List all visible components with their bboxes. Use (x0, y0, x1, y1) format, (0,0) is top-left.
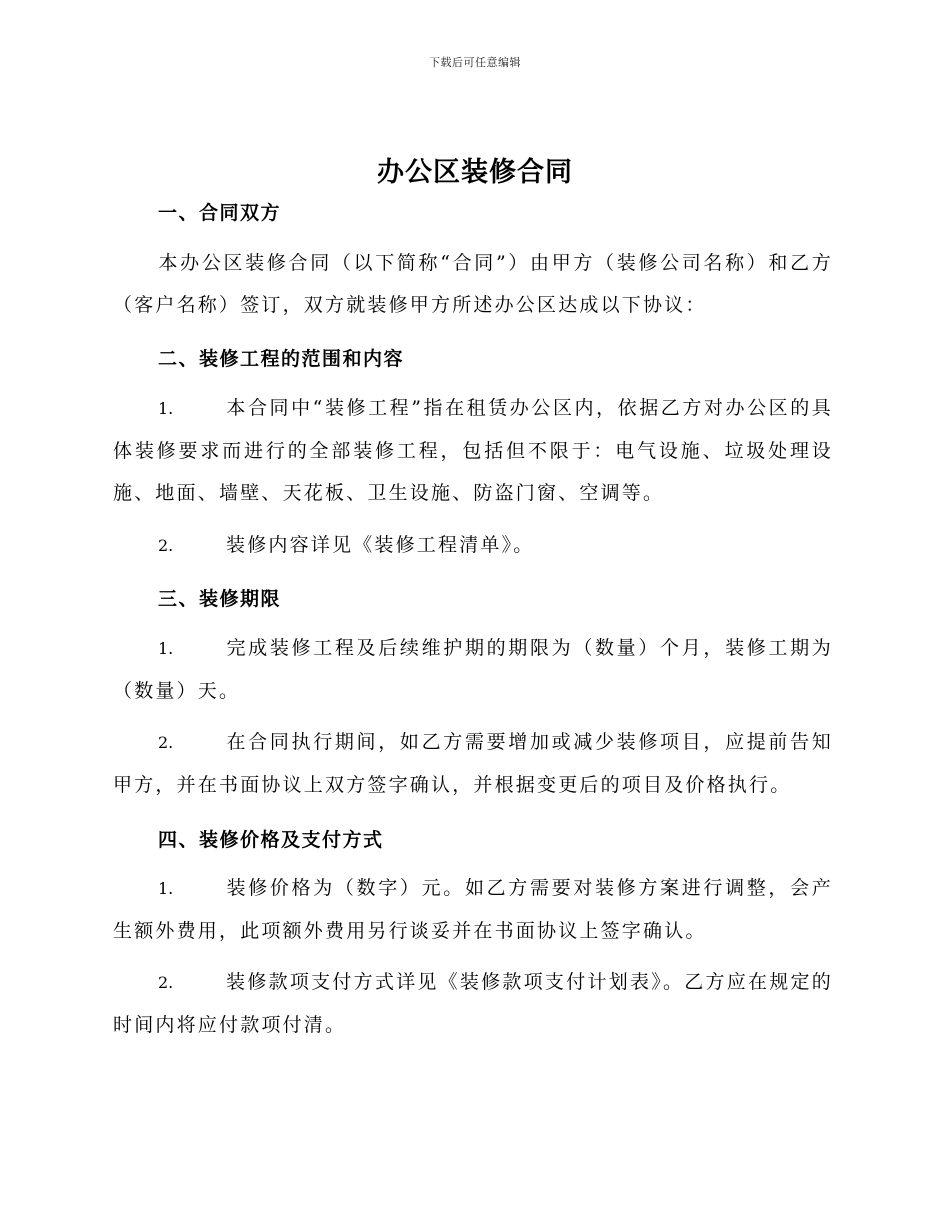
section-heading-parties: 一、合同双方 (158, 202, 282, 224)
section-heading-scope: 二、装修工程的范围和内容 (158, 348, 405, 370)
item-text: 装修款项支付方式详见《装修款项支付计划表》。乙方应在规定的时间内将应付款项付清。 (113, 971, 833, 1036)
item-text: 完成装修工程及后续维护期的期限为（数量）个月，装修工期为（数量）天。 (113, 637, 833, 702)
list-item (113, 524, 833, 567)
item-number: 1. (158, 639, 174, 658)
list-item (113, 721, 833, 806)
list-item (113, 961, 833, 1046)
section-heading-period: 三、装修期限 (158, 588, 282, 610)
item-number: 2. (158, 536, 174, 555)
item-number: 2. (158, 733, 174, 752)
list-item (113, 867, 833, 952)
item-text: 装修价格为（数字）元。如乙方需要对装修方案进行调整，会产生额外费用，此项额外费用另行谈妥并在书面协议上签字确认。 (113, 877, 833, 942)
section-heading-price: 四、装修价格及支付方式 (158, 829, 384, 851)
item-number: 1. (158, 399, 174, 418)
paragraph-text: 本办公区装修合同（以下简称“合同”）由甲方（装修公司名称）和乙方（客户名称）签订，双方就装修甲方所述办公区达成以下协议： (113, 252, 833, 316)
item-text: 在合同执行期间，如乙方需要增加或减少装修项目，应提前告知甲方，并在书面协议上双方签字确认，并根据变更后的项目及价格执行。 (113, 731, 833, 796)
item-text: 装修内容详见《装修工程清单》。 (226, 534, 535, 556)
section-paragraph-parties (113, 242, 833, 326)
item-text: 本合同中“装修工程”指在租赁办公区内，依据乙方对办公区的具体装修要求而进行的全部装修工程，包括但不限于：电气设施、垃圾处理设施、地面、墙壁、天花板、卫生设施、防盗门窗、空调等。 (113, 397, 833, 504)
item-number: 2. (158, 973, 174, 992)
item-number: 1. (158, 879, 174, 898)
header-note: 下载后可任意编辑 (429, 56, 521, 69)
list-item (113, 627, 833, 712)
document-title: 办公区装修合同 (377, 157, 573, 188)
list-item (113, 387, 833, 514)
